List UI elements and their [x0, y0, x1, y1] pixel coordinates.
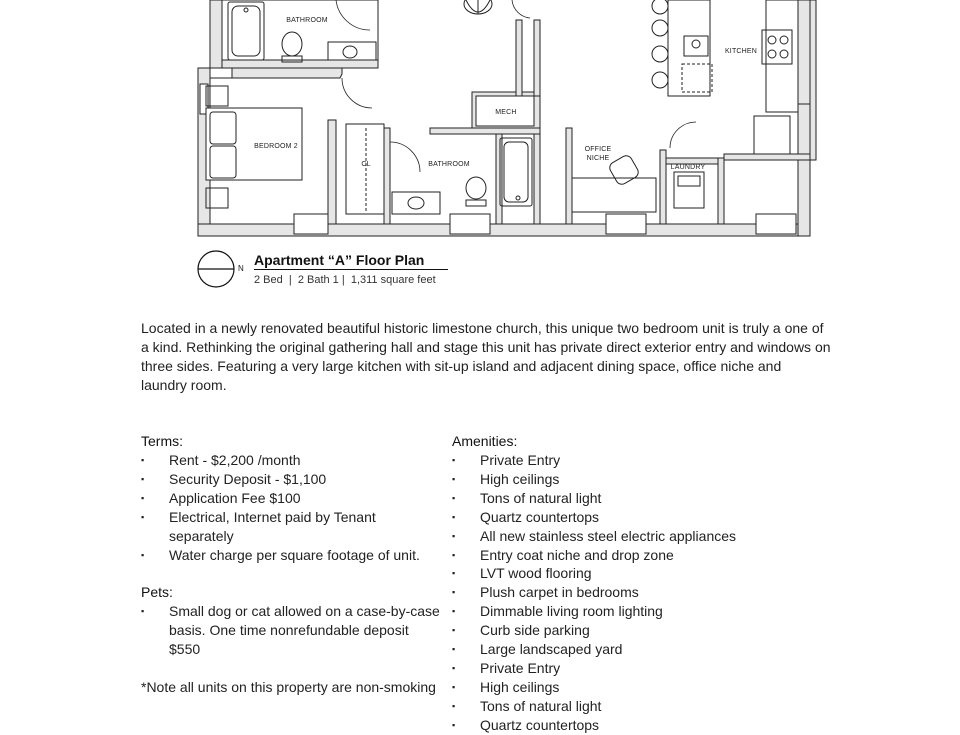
room-label-laundry: LAUNDRY — [670, 164, 706, 171]
list-item: ▪ Application Fee $100 — [141, 489, 441, 508]
terms-list — [141, 451, 441, 564]
list-item: ▪ Private Entry — [452, 659, 832, 678]
list-item: ▪ Small dog or cat allowed on a case-by-case basis. One time nonrefundable deposit $550 — [141, 602, 441, 659]
pets-list — [141, 602, 441, 659]
list-item: ▪ LVT wood flooring — [452, 564, 832, 583]
amenities-column — [452, 432, 832, 735]
amenities-list — [452, 451, 832, 735]
unit-description: Located in a newly renovated beautiful historic limestone church, this unique two bedroom unit is truly a one of a kind. Rethinking the original gathering hall and stage this unit has private direct exterior entry and windows on three sides. Featuring a very large kitchen with sit-up island and adjacent dining space, office niche and laundry room. — [141, 320, 831, 393]
list-item: ▪ Quartz countertops — [452, 508, 832, 527]
list-item: ▪ Tons of natural light — [452, 697, 832, 716]
list-item: ▪ Rent - $2,200 /month — [141, 451, 441, 470]
list-item: ▪ Entry coat niche and drop zone — [452, 546, 832, 565]
room-label-office-niche: OFFICE NICHE — [584, 146, 612, 162]
pets-heading: Pets: — [141, 584, 173, 601]
list-item: ▪ Large landscaped yard — [452, 640, 832, 659]
floor-plan-title: Apartment “A” Floor Plan — [254, 252, 425, 268]
room-label-mech: MECH — [495, 109, 517, 116]
terms-heading: Terms: — [141, 433, 183, 449]
floor-plan — [0, 0, 960, 240]
list-item: ▪ Private Entry — [452, 451, 832, 470]
room-label-bathroom: BATHROOM — [286, 17, 328, 24]
list-item: ▪ High ceilings — [452, 678, 832, 697]
list-item: ▪ High ceilings — [452, 470, 832, 489]
smoking-note: *Note all units on this property are non-smoking — [141, 679, 436, 696]
list-item: ▪ Security Deposit - $1,100 — [141, 470, 441, 489]
list-item: ▪ Water charge per square footage of unit. — [141, 546, 441, 565]
list-item: ▪ Curb side parking — [452, 621, 832, 640]
floor-plan-subtitle: 2 Bed | 2 Bath 1 | 1,311 square feet — [254, 274, 436, 286]
list-item: ▪ Dimmable living room lighting — [452, 602, 832, 621]
terms-column — [141, 432, 441, 697]
list-item: ▪ Electrical, Internet paid by Tenant separately — [141, 508, 441, 546]
room-label-bedroom-2: BEDROOM 2 — [254, 143, 298, 150]
title-underline — [254, 269, 448, 270]
list-item: ▪ Plush carpet in bedrooms — [452, 583, 832, 602]
north-label: N — [238, 264, 244, 273]
room-label-bathroom-2: BATHROOM — [428, 161, 470, 168]
room-label-kitchen: KITCHEN — [724, 48, 758, 55]
amenities-heading: Amenities: — [452, 433, 518, 449]
list-item: ▪ All new stainless steel electric appliances — [452, 527, 832, 546]
list-item: ▪ Tons of natural light — [452, 489, 832, 508]
floor-plan-drawing — [0, 0, 960, 240]
room-label-closet: CL — [361, 161, 371, 168]
north-arrow-icon — [196, 248, 244, 290]
list-item: ▪ Quartz countertops — [452, 716, 832, 735]
